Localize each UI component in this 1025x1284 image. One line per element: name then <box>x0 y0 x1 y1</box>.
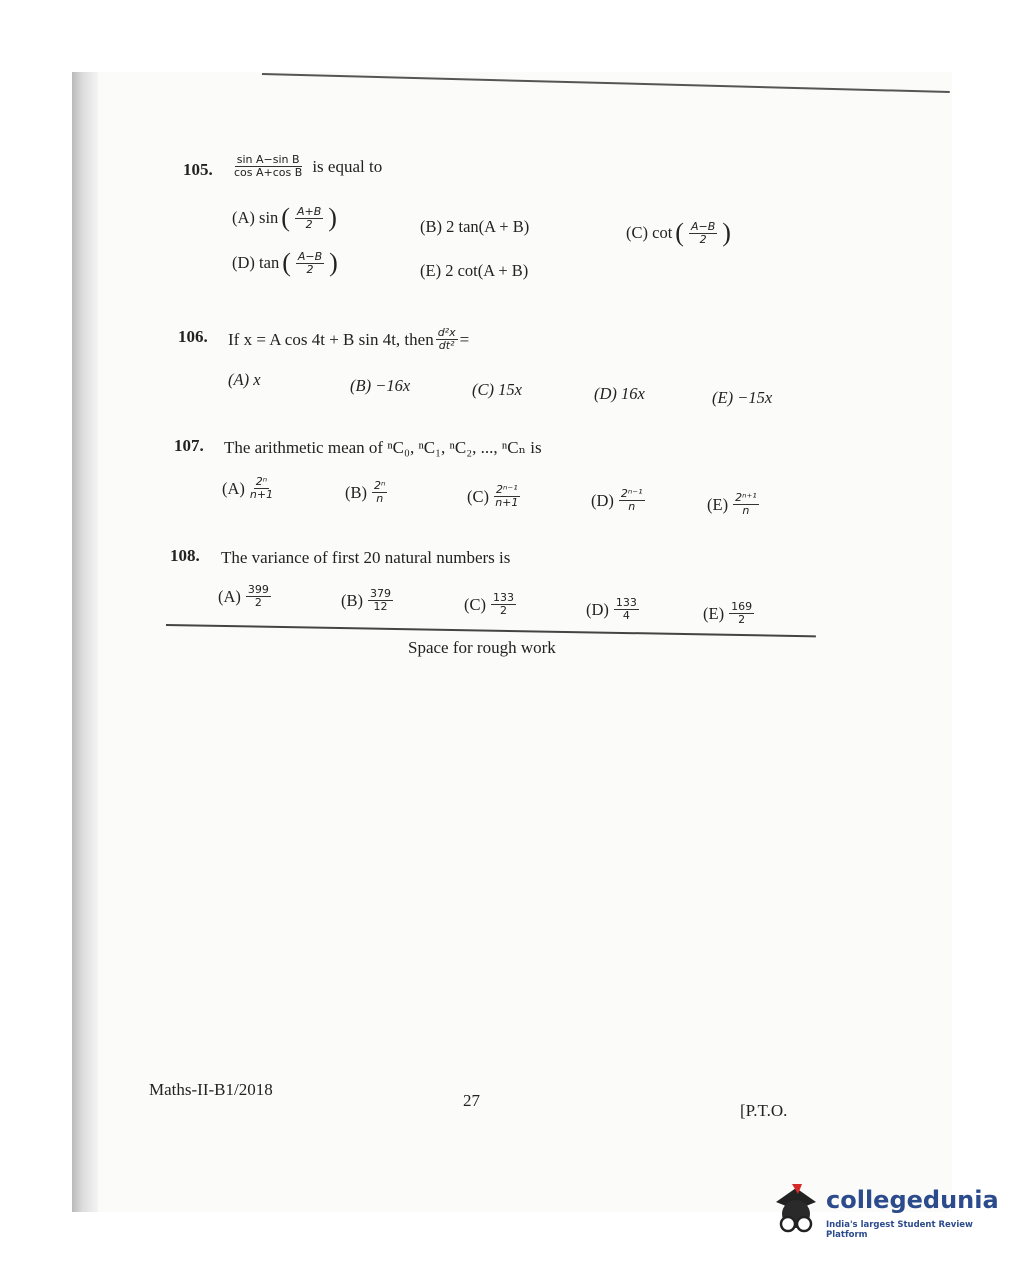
option-label: (B) <box>341 590 363 610</box>
fraction-denominator: 4 <box>622 609 630 622</box>
question-106-stem <box>228 327 469 352</box>
fraction-numerator: 379 <box>370 587 391 600</box>
q108-option-c[interactable] <box>464 592 518 617</box>
fraction-numerator: 169 <box>731 600 753 613</box>
fraction-numerator: 133 <box>615 596 637 609</box>
question-105-number: 105. <box>183 160 213 179</box>
option-fraction <box>372 480 387 505</box>
option-label: (A) <box>222 478 245 498</box>
logo-tagline: India's largest Student Review Platform <box>826 1220 973 1240</box>
option-label: (A) <box>218 586 241 606</box>
fraction-denominator: n+1 <box>495 496 519 509</box>
fraction-numerator: 399 <box>247 583 269 596</box>
fraction-denominator: cos A+cos B <box>234 166 303 179</box>
option-label: (D) <box>586 599 609 619</box>
fraction-denominator: 2 <box>254 596 262 609</box>
option-fraction <box>494 484 520 509</box>
option-fraction <box>491 592 516 617</box>
question-107-stem: The arithmetic mean of ⁿC₀, ⁿC₁, ⁿC₂, ..., ⁿCₙ is <box>224 438 542 457</box>
fraction-denominator: dt² <box>438 339 455 352</box>
q106-stem-text: If x = A cos 4t + B sin 4t, then <box>228 329 434 349</box>
fraction-denominator: 2 <box>306 262 314 276</box>
fraction-numerator: 2ⁿ⁺¹ <box>735 491 757 504</box>
option-label: (C) <box>467 486 489 506</box>
fraction-denominator: n <box>628 500 636 513</box>
q108-option-d[interactable] <box>586 597 641 622</box>
option-label: (E) <box>703 603 725 623</box>
fraction-numerator: 2ⁿ⁻¹ <box>496 483 518 496</box>
option-fraction <box>733 492 759 517</box>
question-105-stem <box>232 154 382 179</box>
collegedunia-logo <box>768 1180 999 1244</box>
fraction-numerator: 2ⁿ <box>374 479 386 492</box>
page-number: 27 <box>463 1091 480 1110</box>
option-fraction <box>619 488 645 513</box>
option-label: (D) <box>591 490 614 510</box>
fraction-denominator: n+1 <box>249 488 274 501</box>
fraction-numerator: sin A−sin B <box>236 153 300 166</box>
q106-stem-fraction <box>436 327 458 352</box>
fraction-numerator: A−B <box>690 219 716 233</box>
q106-option-d[interactable]: (D) 16x <box>594 384 645 403</box>
fraction-denominator: 12 <box>373 600 388 613</box>
fraction-denominator: n <box>742 504 750 517</box>
option-label: (C) cot <box>626 223 673 242</box>
fraction-denominator: 2 <box>305 217 313 231</box>
option-fraction <box>250 476 273 501</box>
q105-option-e[interactable] <box>420 261 528 281</box>
q105-option-a[interactable]: (A) sin ( $\frac{A+B}{2}$ ) <box>232 203 337 232</box>
fraction-denominator: n <box>376 492 384 505</box>
q107-option-e[interactable] <box>707 492 761 517</box>
q107-option-b[interactable] <box>345 480 389 505</box>
option-fraction <box>614 597 639 622</box>
rough-work-label: Space for rough work <box>408 638 556 657</box>
option-fraction <box>689 221 717 246</box>
logo-wordmark: collegedunia <box>826 1186 999 1214</box>
q106-option-b[interactable]: (B) −16x <box>350 376 411 395</box>
page-edge-shadow <box>72 72 98 1212</box>
option-label: (B) <box>345 482 367 502</box>
option-fraction <box>729 601 754 626</box>
option-fraction <box>295 206 323 231</box>
fraction-denominator: 2 <box>500 604 507 617</box>
mascot-icon <box>768 1180 824 1240</box>
option-fraction <box>368 588 393 613</box>
question-108-number: 108. <box>170 546 200 565</box>
q108-option-e[interactable] <box>703 601 756 626</box>
q108-option-a[interactable] <box>218 584 273 609</box>
option-label: (E) 2 cot(A + B) <box>420 261 529 280</box>
fraction-numerator: 2ⁿ <box>255 475 268 488</box>
option-label: (D) tan <box>232 253 280 272</box>
q105-stem-text: is equal to <box>312 156 383 176</box>
option-fraction <box>246 584 271 609</box>
q105-option-d[interactable]: (D) tan ( $\frac{A-B}{2}$ ) <box>232 248 338 277</box>
fraction-numerator: A+B <box>296 204 322 218</box>
option-label: (A) sin <box>232 208 279 227</box>
q105-stem-fraction <box>234 154 302 179</box>
q105-option-b[interactable] <box>420 217 529 237</box>
option-label: (E) <box>707 494 729 514</box>
q106-option-e[interactable]: (E) −15x <box>712 388 773 407</box>
option-fraction <box>296 251 324 276</box>
q106-equals: = <box>459 329 470 349</box>
option-label: (C) <box>464 594 486 614</box>
q107-option-d[interactable] <box>591 488 647 513</box>
q108-option-b[interactable] <box>341 588 395 613</box>
option-label: (B) 2 tan(A + B) <box>420 217 530 236</box>
question-106-number: 106. <box>178 327 208 346</box>
paper-code: Maths-II-B1/2018 <box>149 1080 273 1099</box>
fraction-numerator: A−B <box>297 249 323 263</box>
q107-option-c[interactable] <box>467 484 522 509</box>
question-108-stem: The variance of first 20 natural numbers is <box>221 548 511 567</box>
question-107-number: 107. <box>174 436 204 455</box>
fraction-denominator: 2 <box>738 613 746 626</box>
please-turn-over: [P.T.O. <box>740 1101 788 1120</box>
fraction-denominator: 2 <box>699 232 707 246</box>
q106-option-c[interactable]: (C) 15x <box>472 380 522 399</box>
fraction-numerator: d²x <box>437 326 456 339</box>
q107-option-a[interactable] <box>222 476 275 501</box>
fraction-numerator: 133 <box>493 591 514 604</box>
q106-option-a[interactable]: (A) x <box>228 370 261 389</box>
fraction-numerator: 2ⁿ⁻¹ <box>620 487 643 500</box>
q105-option-c[interactable]: (C) cot ( $\frac{A-B}{2}$ ) <box>626 218 731 247</box>
